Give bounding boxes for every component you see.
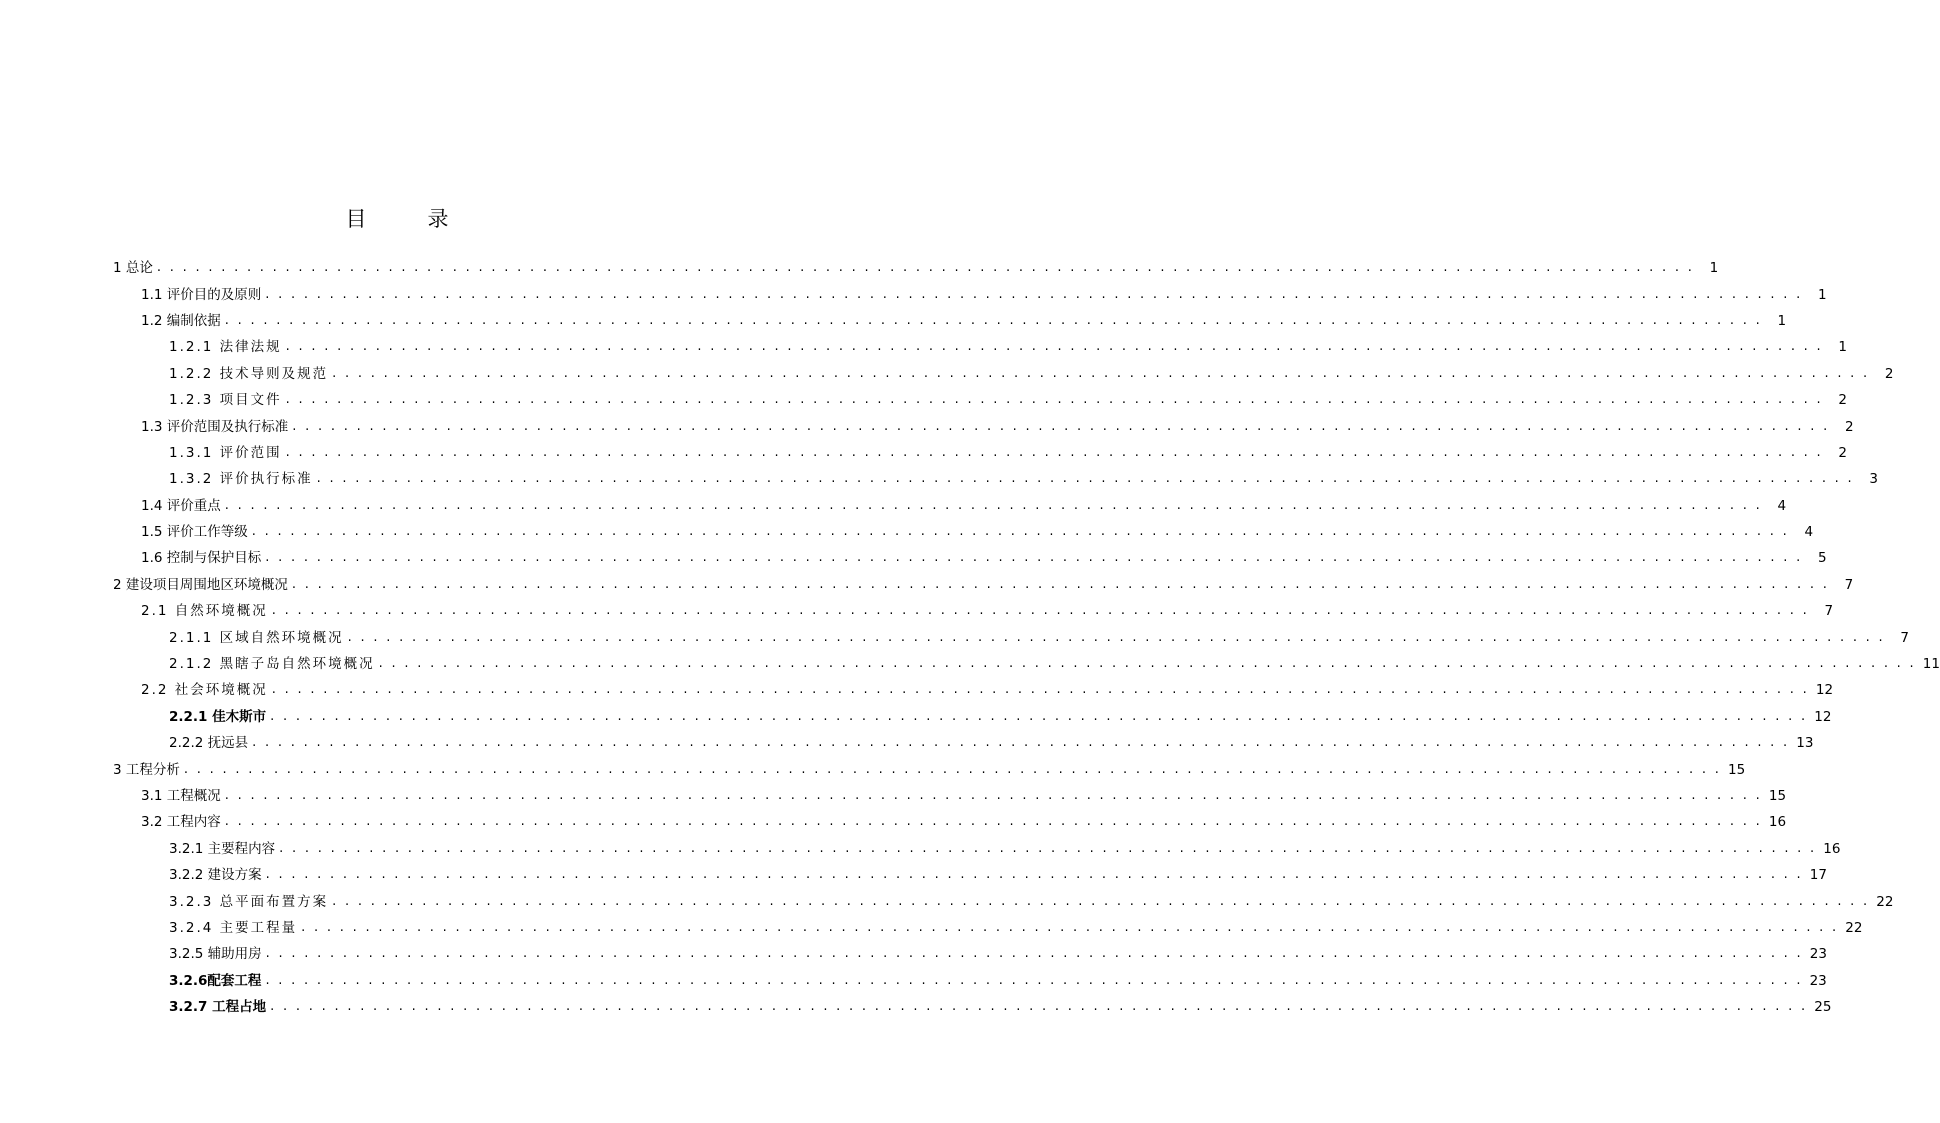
toc-page-number: 4 xyxy=(1777,497,1787,514)
toc-entry-label: 1.4 评价重点 xyxy=(141,497,225,515)
toc-entry-label: 3 工程分析 xyxy=(113,761,184,779)
toc-entry[interactable] xyxy=(0,440,1847,466)
toc-page-number: 15 xyxy=(1728,761,1746,778)
toc-dot-leader: . . . . . . . . . . . . . . . . . . . . . . . . . . . . . . . . . . . . . . . . . . . . . . . . . . . . . . . . . . . . . . . . . . . . . . . . . . . . . . . . . . . . . . . . . . . . . . . . . . . . . . . . . . . . . . . . . . . . . . . . xyxy=(265,946,1803,962)
toc-entry[interactable] xyxy=(0,941,1827,967)
toc-entry[interactable] xyxy=(0,836,1841,862)
toc-dot-leader: . . . . . . . . . . . . . . . . . . . . . . . . . . . . . . . . . . . . . . . . . . . . . . . . . . . . . . . . . . . . . . . . . . . . . . . . . . . . . . . . . . . . . . . . . . . . . . . . . . . . . . . . . . . . . . . . . . . . . . . . xyxy=(271,682,1810,698)
toc-page-number: 1 xyxy=(1838,339,1847,356)
toc-page-number: 3 xyxy=(1869,471,1878,488)
toc-entry-label: 3.2 工程内容 xyxy=(141,813,225,831)
toc-entry[interactable] xyxy=(0,598,1834,624)
toc-entry-label: 2.2 社会环境概况 xyxy=(141,681,272,699)
toc-entry[interactable] xyxy=(0,651,1940,677)
toc-entry-label: 2.1.2 黑瞎子岛自然环境概况 xyxy=(169,655,379,673)
toc-page-number: 25 xyxy=(1814,999,1832,1016)
toc-entry[interactable] xyxy=(0,281,1827,307)
toc-entry[interactable] xyxy=(0,545,1827,571)
toc-dot-leader: . . . . . . . . . . . . . . . . . . . . . . . . . . . . . . . . . . . . . . . . . . . . . . . . . . . . . . . . . . . . . . . . . . . . . . . . . . . . . . . . . . . . . . . . . . . . . . . . . . . . . . . . . . . . . . . . . . . . . . . . xyxy=(224,312,1763,328)
toc-entry-label: 2.2.2 抚远县 xyxy=(169,734,252,752)
toc-entry-label: 3.2.6配套工程 xyxy=(169,972,265,990)
toc-page-number: 16 xyxy=(1768,814,1787,831)
toc-entry[interactable] xyxy=(0,862,1827,888)
toc-dot-leader: . . . . . . . . . . . . . . . . . . . . . . . . . . . . . . . . . . . . . . . . . . . . . . . . . . . . . . . . . . . . . . . . . . . . . . . . . . . . . . . . . . . . . . . . . . . . . . . . . . . . . . . . . . . . . . . . . . . . . . . . xyxy=(224,788,1763,803)
toc-entry[interactable] xyxy=(0,572,1854,598)
toc-dot-leader: . . . . . . . . . . . . . . . . . . . . . . . . . . . . . . . . . . . . . . . . . . . . . . . . . . . . . . . . . . . . . . . . . . . . . . . . . . . . . . . . . . . . . . . . . . . . . . . . . . . . . . . . . . . . . . . . . . . . . . . . xyxy=(292,418,1830,434)
toc-dot-leader: . . . . . . . . . . . . . . . . . . . . . . . . . . . . . . . . . . . . . . . . . . . . . . . . . . . . . . . . . . . . . . . . . . . . . . . . . . . . . . . . . . . . . . . . . . . . . . . . . . . . . . . . . . . . . . . . . . . . . . . . xyxy=(252,735,1790,751)
toc-page-number: 2 xyxy=(1838,444,1847,461)
toc-entry-label: 2 建设项目周围地区环境概况 xyxy=(113,576,292,594)
toc-entry[interactable] xyxy=(0,334,1847,360)
toc-entry-label: 1.5 评价工作等级 xyxy=(141,523,252,541)
toc-entry[interactable] xyxy=(0,308,1787,334)
toc-page-number: 1 xyxy=(1777,312,1787,329)
toc-page-number: 22 xyxy=(1876,893,1894,910)
toc-entry[interactable] xyxy=(0,624,1909,650)
toc-page-number: 13 xyxy=(1796,735,1814,752)
toc-dot-leader: . . . . . . . . . . . . . . . . . . . . . . . . . . . . . . . . . . . . . . . . . . . . . . . . . . . . . . . . . . . . . . . . . . . . . . . . . . . . . . . . . . . . . . . . . . . . . . . . . . . . . . . . . . . . . . . . . . . . . . . . xyxy=(265,867,1803,883)
toc-entry[interactable] xyxy=(0,255,1719,281)
toc-entry-label: 3.2.3 总平面布置方案 xyxy=(169,893,332,911)
toc-entry[interactable] xyxy=(0,968,1827,994)
toc-dot-leader: . . . . . . . . . . . . . . . . . . . . . . . . . . . . . . . . . . . . . . . . . . . . . . . . . . . . . . . . . . . . . . . . . . . . . . . . . . . . . . . . . . . . . . . . . . . . . . . . . . . . . . . . . . . . . . . . . . . . . . . . xyxy=(251,524,1790,540)
toc-dot-leader: . . . . . . . . . . . . . . . . . . . . . . . . . . . . . . . . . . . . . . . . . . . . . . . . . . . . . . . . . . . . . . . . . . . . . . . . . . . . . . . . . . . . . . . . . . . . . . . . . . . . . . . . . . . . . . . . . . . . . . . . xyxy=(271,603,1810,619)
toc-entry-label: 3.2.2 建设方案 xyxy=(169,866,266,884)
toc-entry-label: 3.2.4 主要工程量 xyxy=(169,919,301,937)
toc-dot-leader: . . . . . . . . . . . . . . . . . . . . . . . . . . . . . . . . . . . . . . . . . . . . . . . . . . . . . . . . . . . . . . . . . . . . . . . . . . . . . . . . . . . . . . . . . . . . . . . . . . . . . . . . . . . . . . . . . . . . . . . . xyxy=(270,999,1808,1015)
toc-entry-label: 1.1 评价目的及原则 xyxy=(141,286,265,304)
toc-dot-leader: . . . . . . . . . . . . . . . . . . . . . . . . . . . . . . . . . . . . . . . . . . . . . . . . . . . . . . . . . . . . . . . . . . . . . . . . . . . . . . . . . . . . . . . . . . . . . . . . . . . . . . . . . . . . . . . . . . . . . . . . xyxy=(301,919,1839,935)
toc-entry-label: 1.2.1 法律法规 xyxy=(169,338,286,356)
toc-entry-label: 3.2.1 主要程内容 xyxy=(169,840,279,858)
toc-page-number: 7 xyxy=(1824,603,1834,620)
toc-dot-leader: . . . . . . . . . . . . . . . . . . . . . . . . . . . . . . . . . . . . . . . . . . . . . . . . . . . . . . . . . . . . . . . . . . . . . . . . . . . . . . . . . . . . . . . . . . . . . . . . . . . . . . . . . . . . . . . . . . . . . . . . xyxy=(265,972,1803,988)
toc-entry-label: 1.3.1 评价范围 xyxy=(169,444,286,462)
toc-entry[interactable] xyxy=(0,466,1878,492)
toc-entry-label: 3.2.5 辅助用房 xyxy=(169,945,266,963)
toc-dot-leader: . . . . . . . . . . . . . . . . . . . . . . . . . . . . . . . . . . . . . . . . . . . . . . . . . . . . . . . . . . . . . . . . . . . . . . . . . . . . . . . . . . . . . . . . . . . . . . . . . . . . . . . . . . . . . . . . . . . . . . . . xyxy=(316,471,1854,487)
toc-entry[interactable] xyxy=(0,809,1787,835)
toc-page-number: 11 xyxy=(1922,656,1940,673)
toc-entry[interactable] xyxy=(0,756,1746,782)
toc-dot-leader: . . . . . . . . . . . . . . . . . . . . . . . . . . . . . . . . . . . . . . . . . . . . . . . . . . . . . . . . . . . . . . . . . . . . . . . . . . . . . . . . . . . . . . . . . . . . . . . . . . . . . . . . . . . . . . . . . . . . . . . . xyxy=(285,339,1823,355)
toc-entry-label: 3.1 工程概况 xyxy=(141,787,225,805)
toc-page-number: 23 xyxy=(1809,972,1827,989)
toc-dot-leader: . . . . . . . . . . . . . . . . . . . . . . . . . . . . . . . . . . . . . . . . . . . . . . . . . . . . . . . . . . . . . . . . . . . . . . . . . . . . . . . . . . . . . . . . . . . . . . . . . . . . . . . . . . . . . . . . . . . . . . . . xyxy=(279,840,1817,856)
toc-page-number: 12 xyxy=(1814,708,1832,725)
toc-page-number: 7 xyxy=(1900,629,1909,646)
toc-dot-leader: . . . . . . . . . . . . . . . . . . . . . . . . . . . . . . . . . . . . . . . . . . . . . . . . . . . . . . . . . . . . . . . . . . . . . . . . . . . . . . . . . . . . . . . . . . . . . . . . . . . . . . . . . . . . . . . . . . . . . . . . xyxy=(378,656,1916,672)
toc-dot-leader: . . . . . . . . . . . . . . . . . . . . . . . . . . . . . . . . . . . . . . . . . . . . . . . . . . . . . . . . . . . . . . . . . . . . . . . . . . . . . . . . . . . . . . . . . . . . . . . . . . . . . . . . . . . . . . . . . . . . . . . . xyxy=(156,260,1695,276)
toc-page-number: 23 xyxy=(1809,946,1827,963)
toc-entry[interactable] xyxy=(0,704,1832,730)
toc-entry[interactable] xyxy=(0,915,1863,941)
toc-entry-label: 1.3.2 评价执行标准 xyxy=(169,470,317,488)
toc-page-number: 7 xyxy=(1844,576,1854,593)
toc-entry-label: 2.1 自然环境概况 xyxy=(141,602,272,620)
toc-dot-leader: . . . . . . . . . . . . . . . . . . . . . . . . . . . . . . . . . . . . . . . . . . . . . . . . . . . . . . . . . . . . . . . . . . . . . . . . . . . . . . . . . . . . . . . . . . . . . . . . . . . . . . . . . . . . . . . . . . . . . . . . xyxy=(291,576,1830,592)
toc-entry[interactable] xyxy=(0,387,1847,413)
toc-dot-leader: . . . . . . . . . . . . . . . . . . . . . . . . . . . . . . . . . . . . . . . . . . . . . . . . . . . . . . . . . . . . . . . . . . . . . . . . . . . . . . . . . . . . . . . . . . . . . . . . . . . . . . . . . . . . . . . . . . . . . . . . xyxy=(265,550,1803,566)
toc-entry[interactable] xyxy=(0,519,1814,545)
toc-entry[interactable] xyxy=(0,677,1834,703)
toc-page-number: 15 xyxy=(1768,788,1787,804)
toc-entry[interactable] xyxy=(0,888,1894,914)
toc-dot-leader: . . . . . . . . . . . . . . . . . . . . . . . . . . . . . . . . . . . . . . . . . . . . . . . . . . . . . . . . . . . . . . . . . . . . . . . . . . . . . . . . . . . . . . . . . . . . . . . . . . . . . . . . . . . . . . . . . . . . . . . . xyxy=(224,497,1763,513)
toc-page-number: 1 xyxy=(1709,260,1719,277)
table-of-contents xyxy=(0,255,1940,1020)
toc-entry-label: 3.2.7 工程占地 xyxy=(169,998,270,1016)
toc-entry-label: 2.2.1 佳木斯市 xyxy=(169,708,270,726)
toc-entry[interactable] xyxy=(0,493,1787,519)
toc-page-number: 5 xyxy=(1818,550,1827,567)
toc-entry[interactable] xyxy=(0,361,1894,387)
toc-page-number: 2 xyxy=(1845,418,1854,435)
toc-dot-leader: . . . . . . . . . . . . . . . . . . . . . . . . . . . . . . . . . . . . . . . . . . . . . . . . . . . . . . . . . . . . . . . . . . . . . . . . . . . . . . . . . . . . . . . . . . . . . . . . . . . . . . . . . . . . . . . . . . . . . . . . xyxy=(332,893,1870,909)
toc-entry[interactable] xyxy=(0,413,1854,439)
toc-entry-label: 1.6 控制与保护目标 xyxy=(141,549,265,567)
toc-dot-leader: . . . . . . . . . . . . . . . . . . . . . . . . . . . . . . . . . . . . . . . . . . . . . . . . . . . . . . . . . . . . . . . . . . . . . . . . . . . . . . . . . . . . . . . . . . . . . . . . . . . . . . . . . . . . . . . . . . . . . . . . xyxy=(265,286,1803,302)
toc-entry-label: 1 总论 xyxy=(113,259,157,277)
toc-title: 目 录 xyxy=(345,207,469,231)
toc-dot-leader: . . . . . . . . . . . . . . . . . . . . . . . . . . . . . . . . . . . . . . . . . . . . . . . . . . . . . . . . . . . . . . . . . . . . . . . . . . . . . . . . . . . . . . . . . . . . . . . . . . . . . . . . . . . . . . . . . . . . . . . . xyxy=(183,761,1722,777)
toc-entry-label: 1.3 评价范围及执行标准 xyxy=(141,418,292,436)
toc-page-number: 22 xyxy=(1845,919,1863,936)
toc-dot-leader: . . . . . . . . . . . . . . . . . . . . . . . . . . . . . . . . . . . . . . . . . . . . . . . . . . . . . . . . . . . . . . . . . . . . . . . . . . . . . . . . . . . . . . . . . . . . . . . . . . . . . . . . . . . . . . . . . . . . . . . . xyxy=(285,392,1823,408)
toc-entry-label: 1.2.3 项目文件 xyxy=(169,391,286,409)
toc-dot-leader: . . . . . . . . . . . . . . . . . . . . . . . . . . . . . . . . . . . . . . . . . . . . . . . . . . . . . . . . . . . . . . . . . . . . . . . . . . . . . . . . . . . . . . . . . . . . . . . . . . . . . . . . . . . . . . . . . . . . . . . . xyxy=(347,629,1885,645)
toc-page-number: 1 xyxy=(1818,286,1827,303)
toc-page-number: 12 xyxy=(1815,682,1834,699)
toc-entry-label: 1.2 编制依据 xyxy=(141,312,225,330)
toc-page-number: 2 xyxy=(1884,365,1894,382)
toc-dot-leader: . . . . . . . . . . . . . . . . . . . . . . . . . . . . . . . . . . . . . . . . . . . . . . . . . . . . . . . . . . . . . . . . . . . . . . . . . . . . . . . . . . . . . . . . . . . . . . . . . . . . . . . . . . . . . . . . . . . . . . . . xyxy=(224,814,1763,830)
toc-page-number: 17 xyxy=(1809,867,1827,884)
toc-entry[interactable] xyxy=(0,994,1832,1020)
toc-entry[interactable] xyxy=(0,783,1787,809)
toc-dot-leader: . . . . . . . . . . . . . . . . . . . . . . . . . . . . . . . . . . . . . . . . . . . . . . . . . . . . . . . . . . . . . . . . . . . . . . . . . . . . . . . . . . . . . . . . . . . . . . . . . . . . . . . . . . . . . . . . . . . . . . . . xyxy=(332,365,1870,381)
toc-dot-leader: . . . . . . . . . . . . . . . . . . . . . . . . . . . . . . . . . . . . . . . . . . . . . . . . . . . . . . . . . . . . . . . . . . . . . . . . . . . . . . . . . . . . . . . . . . . . . . . . . . . . . . . . . . . . . . . . . . . . . . . . xyxy=(270,708,1808,724)
toc-dot-leader: . . . . . . . . . . . . . . . . . . . . . . . . . . . . . . . . . . . . . . . . . . . . . . . . . . . . . . . . . . . . . . . . . . . . . . . . . . . . . . . . . . . . . . . . . . . . . . . . . . . . . . . . . . . . . . . . . . . . . . . . xyxy=(285,444,1823,460)
toc-page-number: 4 xyxy=(1804,524,1814,541)
toc-entry-label: 1.2.2 技术导则及规范 xyxy=(169,365,332,383)
toc-entry-label: 2.1.1 区域自然环境概况 xyxy=(169,629,348,647)
toc-page-number: 2 xyxy=(1838,392,1847,409)
toc-entry[interactable] xyxy=(0,730,1814,756)
toc-page-number: 16 xyxy=(1823,840,1841,857)
